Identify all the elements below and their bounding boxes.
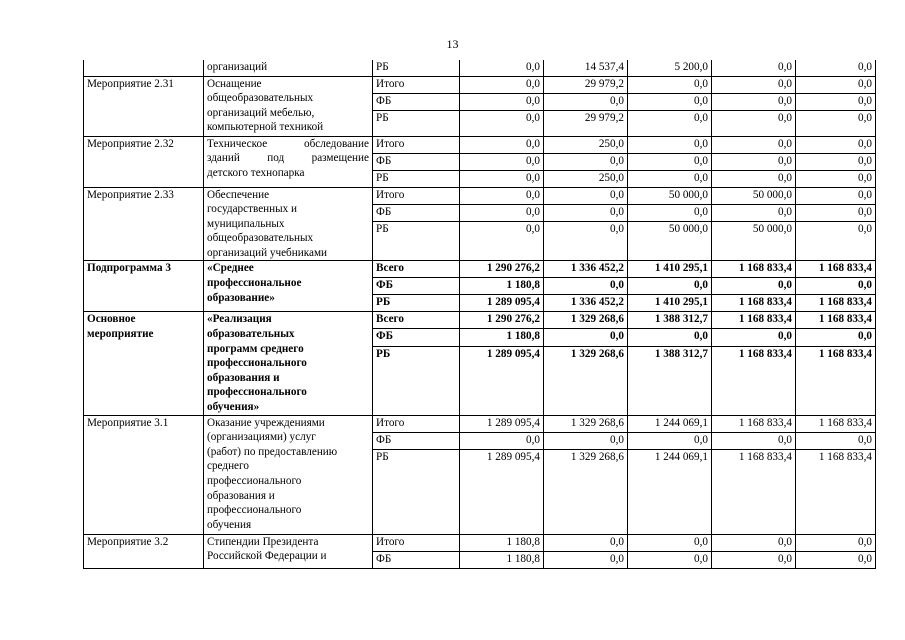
table-row bbox=[84, 76, 876, 93]
measure-cell: Мероприятие 2.33 bbox=[84, 187, 204, 261]
value-cell: 0,0 bbox=[544, 534, 628, 551]
value-cell: 0,0 bbox=[460, 93, 544, 110]
value-cell: 1 168 833,4 bbox=[796, 312, 876, 329]
budget-type-cell: Итого bbox=[373, 76, 460, 93]
value-cell: 0,0 bbox=[712, 534, 796, 551]
value-cell: 1 388 312,7 bbox=[628, 346, 712, 415]
budget-type-cell: Всего bbox=[373, 261, 460, 278]
budget-type-cell: ФБ bbox=[373, 93, 460, 110]
budget-type-cell: ФБ bbox=[373, 329, 460, 346]
value-cell: 0,0 bbox=[796, 93, 876, 110]
value-cell: 1 336 452,2 bbox=[544, 261, 628, 278]
measure-cell: Мероприятие 3.2 bbox=[84, 534, 204, 568]
value-cell: 0,0 bbox=[460, 153, 544, 170]
measure-cell: Мероприятие 3.1 bbox=[84, 415, 204, 534]
value-cell: 1 180,8 bbox=[460, 278, 544, 295]
value-cell: 1 180,8 bbox=[460, 534, 544, 551]
budget-type-cell: ФБ bbox=[373, 432, 460, 449]
table-row bbox=[84, 60, 876, 76]
value-cell: 0,0 bbox=[796, 551, 876, 568]
budget-type-cell: Итого bbox=[373, 534, 460, 551]
value-cell: 0,0 bbox=[628, 153, 712, 170]
value-cell: 0,0 bbox=[544, 204, 628, 221]
budget-type-cell: РБ bbox=[373, 170, 460, 187]
description-cell: Обеспечение государственных и муниципальных общеобразовательных организаций учебниками bbox=[204, 187, 373, 261]
value-cell: 0,0 bbox=[796, 76, 876, 93]
value-cell: 0,0 bbox=[460, 110, 544, 136]
value-cell: 1 168 833,4 bbox=[796, 415, 876, 432]
value-cell: 1 410 295,1 bbox=[628, 261, 712, 278]
value-cell: 1 289 095,4 bbox=[460, 449, 544, 534]
description-cell: Стипендии Президента Российской Федерации и bbox=[204, 534, 373, 568]
value-cell: 1 336 452,2 bbox=[544, 295, 628, 312]
value-cell: 1 168 833,4 bbox=[796, 261, 876, 278]
budget-type-cell: РБ bbox=[373, 295, 460, 312]
value-cell: 0,0 bbox=[544, 221, 628, 261]
value-cell: 1 244 069,1 bbox=[628, 415, 712, 432]
measure-cell: Основное мероприятие bbox=[84, 312, 204, 415]
budget-type-cell: РБ bbox=[373, 60, 460, 76]
value-cell: 0,0 bbox=[460, 76, 544, 93]
budget-type-cell: РБ bbox=[373, 221, 460, 261]
value-cell: 250,0 bbox=[544, 170, 628, 187]
table-row bbox=[84, 261, 876, 278]
table-row bbox=[84, 415, 876, 432]
value-cell: 0,0 bbox=[628, 110, 712, 136]
value-cell: 50 000,0 bbox=[628, 187, 712, 204]
page-number: 13 bbox=[446, 37, 459, 51]
value-cell: 1 168 833,4 bbox=[712, 449, 796, 534]
value-cell: 0,0 bbox=[628, 329, 712, 346]
value-cell: 0,0 bbox=[628, 534, 712, 551]
value-cell: 1 290 276,2 bbox=[460, 261, 544, 278]
value-cell: 1 289 095,4 bbox=[460, 295, 544, 312]
value-cell: 0,0 bbox=[544, 187, 628, 204]
value-cell: 50 000,0 bbox=[712, 187, 796, 204]
budget-table bbox=[83, 60, 876, 569]
value-cell: 0,0 bbox=[544, 153, 628, 170]
value-cell: 0,0 bbox=[712, 110, 796, 136]
value-cell: 1 290 276,2 bbox=[460, 312, 544, 329]
budget-type-cell: Итого bbox=[373, 415, 460, 432]
value-cell: 0,0 bbox=[712, 432, 796, 449]
value-cell: 1 168 833,4 bbox=[712, 295, 796, 312]
value-cell: 0,0 bbox=[628, 551, 712, 568]
budget-type-cell: ФБ bbox=[373, 551, 460, 568]
value-cell: 250,0 bbox=[544, 136, 628, 153]
value-cell: 1 168 833,4 bbox=[796, 449, 876, 534]
table-row bbox=[84, 187, 876, 204]
value-cell: 0,0 bbox=[544, 432, 628, 449]
value-cell: 0,0 bbox=[712, 170, 796, 187]
table-row bbox=[84, 136, 876, 153]
value-cell: 1 329 268,6 bbox=[544, 312, 628, 329]
measure-cell bbox=[84, 60, 204, 76]
value-cell: 0,0 bbox=[460, 60, 544, 76]
description-cell: Оснащение общеобразовательных организаций мебелью, компьютерной техникой bbox=[204, 76, 373, 136]
value-cell: 0,0 bbox=[712, 93, 796, 110]
value-cell: 0,0 bbox=[628, 136, 712, 153]
value-cell: 0,0 bbox=[712, 60, 796, 76]
description-cell: организаций bbox=[204, 60, 373, 76]
value-cell: 1 289 095,4 bbox=[460, 415, 544, 432]
budget-type-cell: ФБ bbox=[373, 153, 460, 170]
value-cell: 1 289 095,4 bbox=[460, 346, 544, 415]
value-cell: 0,0 bbox=[796, 187, 876, 204]
value-cell: 0,0 bbox=[796, 110, 876, 136]
value-cell: 0,0 bbox=[460, 432, 544, 449]
value-cell: 1 329 268,6 bbox=[544, 449, 628, 534]
measure-cell: Мероприятие 2.31 bbox=[84, 76, 204, 136]
value-cell: 0,0 bbox=[712, 278, 796, 295]
value-cell: 0,0 bbox=[712, 551, 796, 568]
value-cell: 1 168 833,4 bbox=[712, 346, 796, 415]
value-cell: 0,0 bbox=[628, 278, 712, 295]
table-row bbox=[84, 534, 876, 551]
value-cell: 29 979,2 bbox=[544, 76, 628, 93]
value-cell: 1 168 833,4 bbox=[712, 261, 796, 278]
value-cell: 0,0 bbox=[712, 76, 796, 93]
value-cell: 0,0 bbox=[796, 534, 876, 551]
value-cell: 0,0 bbox=[460, 170, 544, 187]
value-cell: 0,0 bbox=[712, 329, 796, 346]
value-cell: 0,0 bbox=[544, 93, 628, 110]
value-cell: 0,0 bbox=[796, 432, 876, 449]
budget-type-cell: Итого bbox=[373, 187, 460, 204]
value-cell: 0,0 bbox=[628, 93, 712, 110]
value-cell: 1 168 833,4 bbox=[796, 346, 876, 415]
value-cell: 0,0 bbox=[796, 278, 876, 295]
description-cell: Оказание учреждениями (организациями) услуг (работ) по предоставлению среднего профессионального образования и профессионального обучения bbox=[204, 415, 373, 534]
value-cell: 14 537,4 bbox=[544, 60, 628, 76]
value-cell: 0,0 bbox=[796, 329, 876, 346]
value-cell: 1 180,8 bbox=[460, 551, 544, 568]
value-cell: 29 979,2 bbox=[544, 110, 628, 136]
budget-type-cell: ФБ bbox=[373, 278, 460, 295]
budget-type-cell: Всего bbox=[373, 312, 460, 329]
value-cell: 1 244 069,1 bbox=[628, 449, 712, 534]
value-cell: 1 168 833,4 bbox=[712, 415, 796, 432]
description-cell: «Среднее профессиональное образование» bbox=[204, 261, 373, 312]
value-cell: 0,0 bbox=[544, 551, 628, 568]
value-cell: 5 200,0 bbox=[628, 60, 712, 76]
description-cell: Техническое обследование зданий под размещение детского технопарка bbox=[204, 136, 373, 187]
value-cell: 1 388 312,7 bbox=[628, 312, 712, 329]
value-cell: 0,0 bbox=[628, 204, 712, 221]
value-cell: 0,0 bbox=[544, 278, 628, 295]
value-cell: 1 168 833,4 bbox=[712, 312, 796, 329]
budget-type-cell: РБ bbox=[373, 449, 460, 534]
measure-cell: Подпрограмма 3 bbox=[84, 261, 204, 312]
value-cell: 0,0 bbox=[712, 153, 796, 170]
value-cell: 0,0 bbox=[628, 76, 712, 93]
value-cell: 0,0 bbox=[544, 329, 628, 346]
value-cell: 1 329 268,6 bbox=[544, 346, 628, 415]
value-cell: 0,0 bbox=[796, 60, 876, 76]
value-cell: 0,0 bbox=[460, 204, 544, 221]
value-cell: 0,0 bbox=[796, 170, 876, 187]
budget-type-cell: РБ bbox=[373, 346, 460, 415]
budget-type-cell: Итого bbox=[373, 136, 460, 153]
budget-type-cell: РБ bbox=[373, 110, 460, 136]
table-row bbox=[84, 312, 876, 329]
value-cell: 0,0 bbox=[628, 170, 712, 187]
value-cell: 0,0 bbox=[460, 221, 544, 261]
value-cell: 1 410 295,1 bbox=[628, 295, 712, 312]
value-cell: 0,0 bbox=[796, 153, 876, 170]
value-cell: 0,0 bbox=[712, 204, 796, 221]
value-cell: 0,0 bbox=[796, 136, 876, 153]
value-cell: 0,0 bbox=[796, 204, 876, 221]
measure-cell: Мероприятие 2.32 bbox=[84, 136, 204, 187]
description-cell: «Реализация образовательных программ среднего профессионального образования и профессионального обучения» bbox=[204, 312, 373, 415]
value-cell: 50 000,0 bbox=[712, 221, 796, 261]
value-cell: 0,0 bbox=[796, 221, 876, 261]
value-cell: 0,0 bbox=[460, 187, 544, 204]
value-cell: 0,0 bbox=[460, 136, 544, 153]
value-cell: 1 168 833,4 bbox=[796, 295, 876, 312]
value-cell: 0,0 bbox=[628, 432, 712, 449]
budget-type-cell: ФБ bbox=[373, 204, 460, 221]
value-cell: 50 000,0 bbox=[628, 221, 712, 261]
value-cell: 1 180,8 bbox=[460, 329, 544, 346]
value-cell: 1 329 268,6 bbox=[544, 415, 628, 432]
value-cell: 0,0 bbox=[712, 136, 796, 153]
